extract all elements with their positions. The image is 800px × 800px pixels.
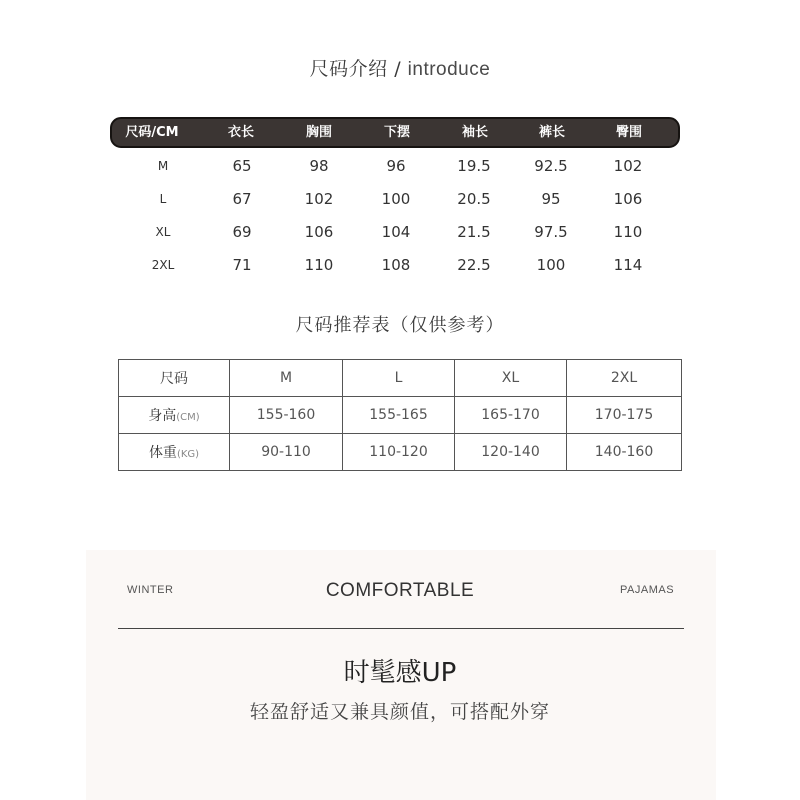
banner-center-text: COMFORTABLE	[325, 580, 475, 601]
table-row	[0, 188, 800, 210]
size-intro-title-en: introduce	[407, 59, 491, 80]
weight-label: 体重	[148, 445, 177, 461]
recommend-table	[118, 359, 682, 471]
cell-chest: 98	[309, 157, 329, 175]
cell-hip: 106	[613, 190, 643, 208]
table-row	[0, 221, 800, 243]
cell-size: L	[159, 192, 167, 206]
table-row	[0, 254, 800, 276]
cell-hem: 104	[381, 223, 411, 241]
cell-hem: 108	[381, 256, 411, 274]
cell-length: 67	[232, 190, 252, 208]
size-table-header	[110, 117, 680, 148]
cell-hem: 96	[386, 157, 406, 175]
cell-length: 71	[232, 256, 252, 274]
table-row	[119, 360, 682, 397]
header-pants-length: 裤长	[538, 125, 565, 140]
weight-m: 90-110	[230, 434, 343, 471]
recommend-header-label: 尺码	[119, 360, 230, 397]
cell-size: XL	[155, 225, 171, 239]
table-row	[119, 434, 682, 471]
cell-hip: 114	[613, 256, 643, 274]
recommend-size-m: M	[230, 360, 343, 397]
recommend-title: 尺码推荐表（仅供参考）	[295, 315, 505, 336]
cell-hip: 102	[613, 157, 643, 175]
cell-chest: 106	[304, 223, 334, 241]
size-intro-title	[0, 54, 800, 81]
weight-label-cell	[119, 434, 230, 471]
cell-chest: 102	[304, 190, 334, 208]
height-unit: (CM)	[176, 412, 200, 423]
height-2xl: 170-175	[567, 397, 682, 434]
height-xl: 165-170	[455, 397, 567, 434]
recommend-size-l: L	[343, 360, 455, 397]
cell-length: 65	[232, 157, 252, 175]
cell-size: M	[157, 159, 169, 173]
cell-length: 69	[232, 223, 252, 241]
height-label-cell	[119, 397, 230, 434]
weight-unit: (KG)	[176, 449, 200, 460]
header-hem: 下摆	[383, 125, 410, 140]
cell-pants-length: 97.5	[534, 223, 568, 241]
cell-hip: 110	[613, 223, 643, 241]
header-sleeve: 袖长	[461, 125, 488, 140]
height-label: 身高	[148, 408, 177, 424]
cell-sleeve: 21.5	[457, 223, 491, 241]
banner-tagline: 轻盈舒适又兼具颜值，可搭配外穿	[249, 701, 550, 723]
cell-size: 2XL	[151, 258, 175, 272]
banner-left-text: WINTER	[127, 584, 174, 596]
cell-sleeve: 20.5	[457, 190, 491, 208]
cell-pants-length: 95	[541, 190, 561, 208]
size-intro-title-cn: 尺码介绍	[309, 58, 388, 80]
cell-pants-length: 92.5	[534, 157, 568, 175]
recommend-size-xl: XL	[455, 360, 567, 397]
header-chest: 胸围	[305, 125, 332, 140]
banner-divider	[118, 628, 684, 629]
recommend-size-2xl: 2XL	[567, 360, 682, 397]
cell-pants-length: 100	[536, 256, 566, 274]
weight-2xl: 140-160	[567, 434, 682, 471]
cell-sleeve: 19.5	[457, 157, 491, 175]
height-l: 155-165	[343, 397, 455, 434]
table-row	[119, 397, 682, 434]
cell-sleeve: 22.5	[457, 256, 491, 274]
banner-headline: 时髦感UP	[343, 658, 457, 688]
cell-chest: 110	[304, 256, 334, 274]
table-row	[0, 155, 800, 177]
cell-hem: 100	[381, 190, 411, 208]
banner-right-text: PAJAMAS	[620, 584, 675, 596]
weight-xl: 120-140	[455, 434, 567, 471]
header-size: 尺码/CM	[125, 125, 179, 140]
header-hip: 臀围	[615, 125, 642, 140]
size-intro-separator: /	[387, 58, 408, 80]
header-length: 衣长	[227, 125, 254, 140]
weight-l: 110-120	[343, 434, 455, 471]
height-m: 155-160	[230, 397, 343, 434]
